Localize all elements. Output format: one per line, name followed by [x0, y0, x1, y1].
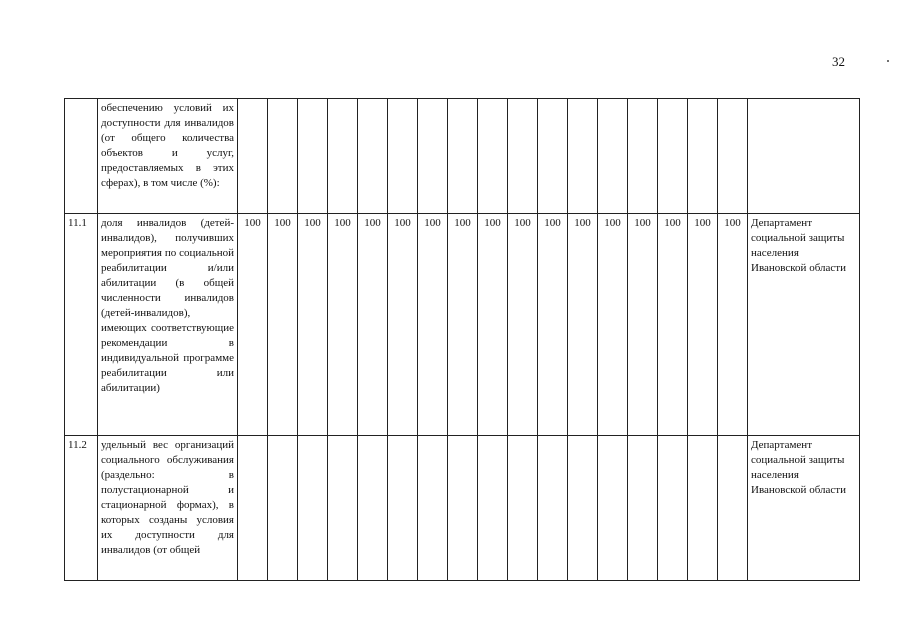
value-cell: 100 [418, 214, 448, 436]
value-cell [538, 99, 568, 214]
row-number [65, 99, 98, 214]
value-cell: 100 [358, 214, 388, 436]
value-cell: 100 [658, 214, 688, 436]
value-cell [388, 436, 418, 581]
value-cell: 100 [268, 214, 298, 436]
value-cell [358, 99, 388, 214]
value-cell: 100 [238, 214, 268, 436]
value-cell [448, 436, 478, 581]
row-number: 11.1 [65, 214, 98, 436]
value-cell [238, 99, 268, 214]
value-cell: 100 [718, 214, 748, 436]
value-cell [508, 436, 538, 581]
value-cell [598, 436, 628, 581]
row-number: 11.2 [65, 436, 98, 581]
value-cell [688, 99, 718, 214]
value-cell [598, 99, 628, 214]
indicators-table [64, 98, 860, 581]
value-cell: 100 [448, 214, 478, 436]
value-cell [628, 436, 658, 581]
page-number: 32 [832, 54, 845, 69]
value-cell [628, 99, 658, 214]
value-cell [688, 436, 718, 581]
value-cell: 100 [688, 214, 718, 436]
row-description: обеспечению условий их доступности для инвалидов (от общего количества объектов и услуг, предоставляемых в этих сферах), в том числе (%): [98, 99, 238, 214]
value-cell [358, 436, 388, 581]
value-cell [568, 436, 598, 581]
value-cell [238, 436, 268, 581]
value-cell: 100 [538, 214, 568, 436]
table-row [65, 214, 860, 436]
value-cell: 100 [508, 214, 538, 436]
value-cell [328, 436, 358, 581]
value-cell: 100 [628, 214, 658, 436]
table-row [65, 99, 860, 214]
value-cell [448, 99, 478, 214]
scan-speck [887, 60, 889, 62]
value-cell: 100 [388, 214, 418, 436]
value-cell [328, 99, 358, 214]
row-description: удельный вес организаций социального обслуживания (раздельно: в полустационарной и стационарной формах), в которых созданы условия их доступности для инвалидов (от общей [98, 436, 238, 581]
value-cell [658, 436, 688, 581]
value-cell [268, 99, 298, 214]
responsible-cell: Департамент социальной защиты населения Ивановской области [748, 436, 860, 581]
value-cell: 100 [598, 214, 628, 436]
table-row [65, 436, 860, 581]
value-cell: 100 [478, 214, 508, 436]
value-cell [298, 436, 328, 581]
value-cell [538, 436, 568, 581]
value-cell: 100 [568, 214, 598, 436]
responsible-cell: Департамент социальной защиты населения Ивановской области [748, 214, 860, 436]
value-cell [388, 99, 418, 214]
value-cell [418, 436, 448, 581]
value-cell [718, 99, 748, 214]
value-cell [478, 99, 508, 214]
value-cell [478, 436, 508, 581]
value-cell [718, 436, 748, 581]
value-cell [268, 436, 298, 581]
value-cell [568, 99, 598, 214]
value-cell: 100 [328, 214, 358, 436]
responsible-cell [748, 99, 860, 214]
value-cell [658, 99, 688, 214]
value-cell [418, 99, 448, 214]
row-description: доля инвалидов (детей-инвалидов), получивших мероприятия по социальной реабилитации и/или абилитации (в общей численности инвалидов (детей-инвалидов), имеющих соответствующие рекомендации в индивидуальной программе реабилитации или абилитации) [98, 214, 238, 436]
value-cell: 100 [298, 214, 328, 436]
value-cell [508, 99, 538, 214]
value-cell [298, 99, 328, 214]
